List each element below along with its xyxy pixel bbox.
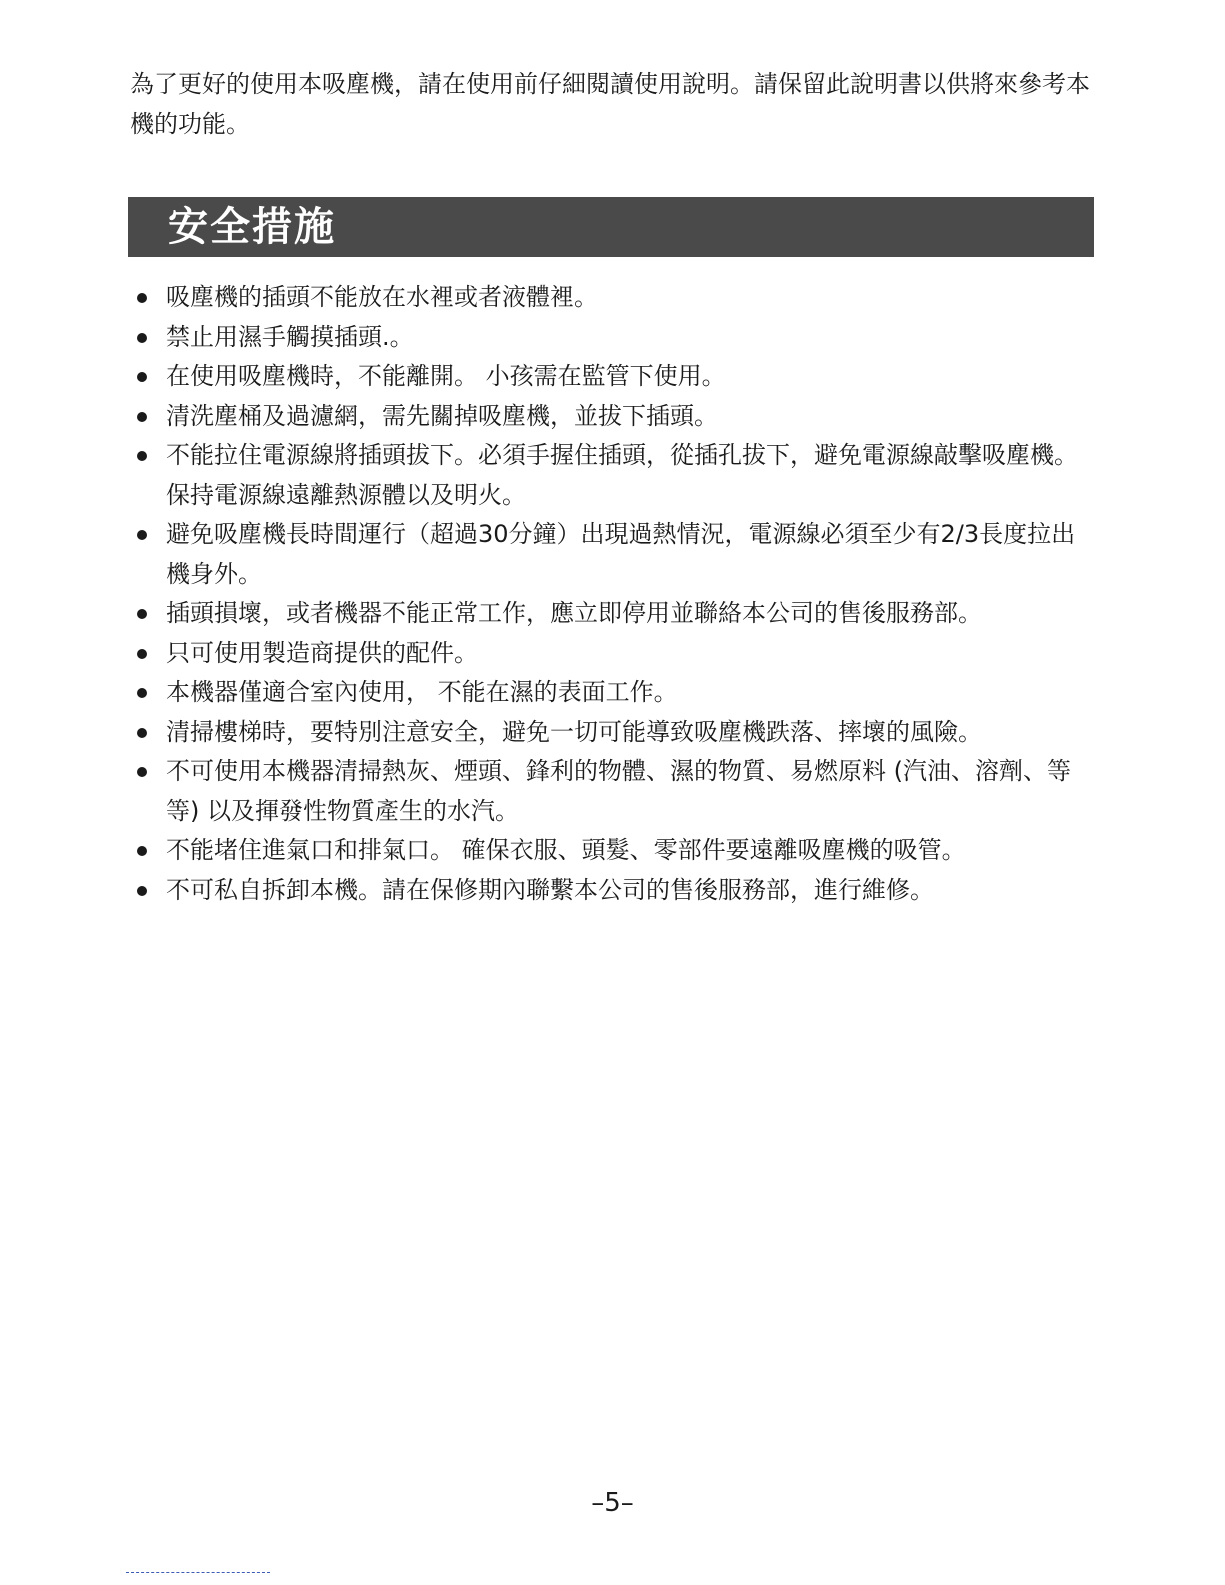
section-title: 安全措施 bbox=[168, 204, 336, 250]
bullet-icon bbox=[137, 649, 147, 659]
list-item bbox=[128, 594, 1094, 634]
list-item bbox=[128, 673, 1094, 713]
footnote-divider bbox=[126, 1572, 270, 1573]
list-item bbox=[128, 713, 1094, 753]
list-item-text: 不能堵住進氣口和排氣口。 確保衣服、頭髮、零部件要遠離吸塵機的吸管。 bbox=[166, 836, 966, 864]
list-item-text: 不可私自拆卸本機。請在保修期內聯繫本公司的售後服務部，進行維修。 bbox=[166, 875, 934, 904]
list-item bbox=[128, 278, 1094, 318]
list-item bbox=[128, 634, 1094, 674]
bullet-icon bbox=[137, 333, 147, 343]
list-item-text: 清洗塵桶及過濾網，需先關掉吸塵機，並拔下插頭。 bbox=[166, 401, 718, 430]
section-header-bar bbox=[128, 197, 1094, 257]
bullet-icon bbox=[137, 530, 147, 540]
list-item-text: 吸塵機的插頭不能放在水裡或者液體裡。 bbox=[166, 283, 598, 311]
list-item-text: 在使用吸塵機時，不能離開。 小孩需在監管下使用。 bbox=[166, 362, 726, 390]
list-item-text: 只可使用製造商提供的配件。 bbox=[166, 638, 478, 667]
list-item bbox=[128, 397, 1094, 437]
list-item bbox=[128, 515, 1094, 594]
bullet-icon bbox=[137, 846, 147, 856]
safety-rules-list bbox=[128, 278, 1094, 910]
list-item-text: 清掃樓梯時，要特別注意安全，避免一切可能導致吸塵機跌落、摔壞的風險。 bbox=[166, 717, 982, 746]
list-item-text: 本機器僅適合室內使用， 不能在濕的表面工作。 bbox=[166, 678, 678, 706]
list-item bbox=[128, 871, 1094, 911]
list-item bbox=[128, 357, 1094, 397]
bullet-icon bbox=[137, 609, 147, 619]
bullet-icon bbox=[137, 688, 147, 698]
list-item bbox=[128, 436, 1094, 515]
intro-paragraph: 為了更好的使用本吸塵機，請在使用前仔細閱讀使用說明。請保留此說明書以供將來參考本機的功能。 bbox=[130, 70, 1090, 138]
bullet-icon bbox=[137, 293, 147, 303]
bullet-icon bbox=[137, 451, 147, 461]
list-item bbox=[128, 831, 1094, 871]
page-number: –5– bbox=[591, 1488, 634, 1518]
bullet-icon bbox=[137, 728, 147, 738]
bullet-icon bbox=[137, 412, 147, 422]
list-item-text: 避免吸塵機長時間運行（超過30分鐘）出現過熱情況，電源線必須至少有2/3長度拉出機身外。 bbox=[166, 520, 1076, 588]
list-item-text: 禁止用濕手觸摸插頭.。 bbox=[166, 322, 414, 351]
list-item-text: 插頭損壞，或者機器不能正常工作，應立即停用並聯絡本公司的售後服務部。 bbox=[166, 599, 982, 627]
list-item bbox=[128, 318, 1094, 358]
bullet-icon bbox=[137, 767, 147, 777]
bullet-icon bbox=[137, 372, 147, 382]
bullet-icon bbox=[137, 886, 147, 896]
list-item-text: 不能拉住電源線將插頭拔下。必須手握住插頭，從插孔拔下，避免電源線敲擊吸塵機。保持電源線遠離熱源體以及明火。 bbox=[166, 441, 1078, 509]
list-item-text: 不可使用本機器清掃熱灰、煙頭、鋒利的物體、濕的物質、易燃原料 (汽油、溶劑、等等) 以及揮發性物質產生的水汽。 bbox=[166, 757, 1071, 825]
list-item bbox=[128, 752, 1094, 831]
